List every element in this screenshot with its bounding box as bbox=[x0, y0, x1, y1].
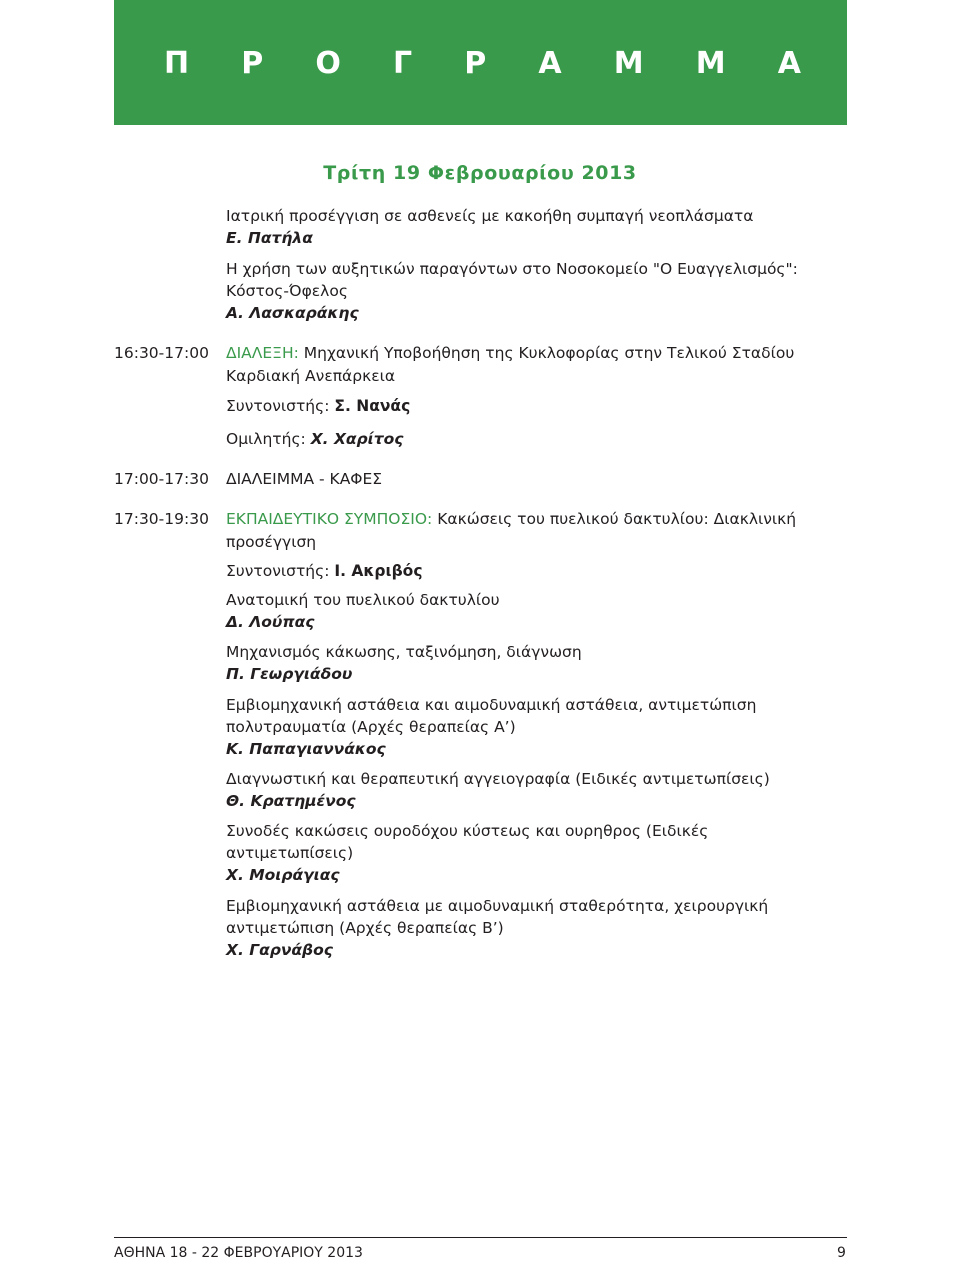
lecture-title-text: Μηχανική Υποβοήθηση της Κυκλοφορίας στην Τελικού Σταδίου bbox=[298, 344, 795, 362]
symposium-title-text: Κακώσεις του πυελικού δακτυλίου: Διακλινική bbox=[432, 510, 797, 528]
session-time: 16:30-17:00 bbox=[114, 344, 209, 362]
lecture-title bbox=[226, 342, 794, 364]
talk-title: Η χρήση των αυξητικών παραγόντων στο Νοσοκομείο "Ο Ευαγγελισμός": bbox=[226, 260, 798, 278]
talk-speaker: Χ. Μοιράγιας bbox=[226, 866, 340, 884]
talk-title: Κόστος-Όφελος bbox=[226, 282, 348, 300]
break-label: ΔΙΑΛΕΙΜΜΑ - ΚΑΦΕΣ bbox=[226, 470, 383, 488]
page-number: 9 bbox=[837, 1245, 846, 1261]
talk-title: Εμβιομηχανική αστάθεια με αιμοδυναμική σταθερότητα, χειρουργική bbox=[226, 897, 769, 915]
banner-letter: Ρ bbox=[241, 46, 264, 81]
footer-divider bbox=[114, 1237, 847, 1238]
symposium-coordinator bbox=[226, 560, 423, 582]
talk-title: αντιμετωπίσεις) bbox=[226, 844, 354, 862]
talk-title: Διαγνωστική και θεραπευτική αγγειογραφία (Ειδικές αντιμετωπίσεις) bbox=[226, 770, 770, 788]
symposium-title bbox=[226, 508, 796, 530]
coordinator-label: Συντονιστής: bbox=[226, 562, 335, 580]
banner-letter: Α bbox=[538, 46, 562, 81]
header-banner bbox=[114, 0, 847, 125]
day-heading: Τρίτη 19 Φεβρουαρίου 2013 bbox=[323, 162, 637, 184]
footer-event-label: ΑΘΗΝΑ 18 - 22 ΦΕΒΡΟΥΑΡΙΟΥ 2013 bbox=[114, 1245, 363, 1261]
lecture-title-line2: Καρδιακή Ανεπάρκεια bbox=[226, 367, 396, 385]
session-time: 17:00-17:30 bbox=[114, 470, 209, 488]
banner-letter: Μ bbox=[695, 46, 726, 81]
talk-speaker: Α. Λασκαράκης bbox=[226, 304, 359, 322]
talk-title: Μηχανισμός κάκωσης, ταξινόμηση, διάγνωση bbox=[226, 643, 582, 661]
talk-title: Εμβιομηχανική αστάθεια και αιμοδυναμική αστάθεια, αντιμετώπιση bbox=[226, 696, 757, 714]
lecture-speaker bbox=[226, 428, 403, 450]
lecture-coordinator bbox=[226, 395, 410, 417]
coordinator-name: Σ. Νανάς bbox=[334, 397, 411, 415]
talk-speaker: Ε. Πατήλα bbox=[226, 229, 313, 247]
session-type-label: ΔΙΑΛΕΞΗ: bbox=[226, 344, 299, 362]
symposium-title-line2: προσέγγιση bbox=[226, 533, 317, 551]
banner-letter: Γ bbox=[393, 46, 413, 81]
banner-title bbox=[114, 46, 847, 82]
banner-letter: Ρ bbox=[464, 46, 487, 81]
banner-letter: Π bbox=[164, 46, 190, 81]
coordinator-label: Συντονιστής: bbox=[226, 397, 335, 415]
coordinator-name: Ι. Ακριβός bbox=[334, 562, 423, 580]
banner-letter: Α bbox=[777, 46, 801, 81]
talk-speaker: Π. Γεωργιάδου bbox=[226, 665, 353, 683]
session-time: 17:30-19:30 bbox=[114, 510, 209, 528]
session-type-label: ΕΚΠΑΙΔΕΥΤΙΚΟ ΣΥΜΠΟΣΙΟ: bbox=[226, 510, 433, 528]
speaker-label: Ομιλητής: bbox=[226, 430, 311, 448]
speaker-name: Χ. Χαρίτος bbox=[310, 430, 404, 448]
banner-letter: Ο bbox=[315, 46, 341, 81]
talk-title: πολυτραυματία (Αρχές θεραπείας Α’) bbox=[226, 718, 516, 736]
talk-title: Ανατομική του πυελικού δακτυλίου bbox=[226, 591, 500, 609]
talk-speaker: Κ. Παπαγιαννάκος bbox=[226, 740, 386, 758]
talk-speaker: Δ. Λούπας bbox=[226, 613, 315, 631]
talk-title: αντιμετώπιση (Αρχές θεραπείας Β’) bbox=[226, 919, 504, 937]
talk-title: Ιατρική προσέγγιση σε ασθενείς με κακοήθη συμπαγή νεοπλάσματα bbox=[226, 207, 754, 225]
banner-letter: Μ bbox=[613, 46, 644, 81]
talk-title: Συνοδές κακώσεις ουροδόχου κύστεως και ουρηθρος (Ειδικές bbox=[226, 822, 709, 840]
talk-speaker: Χ. Γαρνάβος bbox=[226, 941, 333, 959]
talk-speaker: Θ. Κρατημένος bbox=[226, 792, 356, 810]
